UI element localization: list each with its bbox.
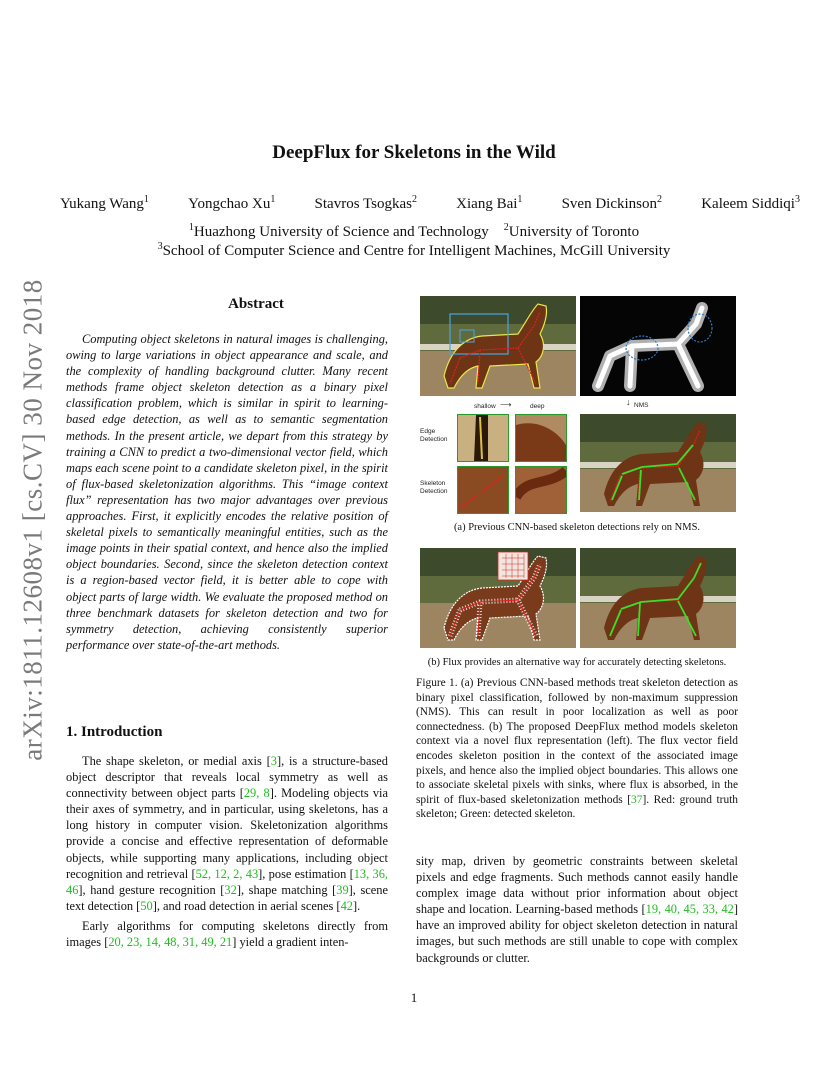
author: Xiang Bai$^1$ <box>456 194 523 212</box>
flux-field-graphic <box>420 548 576 648</box>
label-skeleton-detection: Skeleton Detection <box>420 480 448 495</box>
crop-edge-shallow <box>457 414 509 462</box>
crop-graphic <box>516 467 566 513</box>
crop-skeleton-shallow <box>457 466 509 514</box>
crop-graphic <box>458 467 508 513</box>
intro-paragraph-1: The shape skeleton, or medial axis [3], is a structure-based object descriptor that reveals local symmetry as well as connectivity between object parts [29, 8]. Modeling objects via their axes of symmetry, and in particular, using skeletons, has a long history in computer vision. Skeletonization algorithms provide a concise and effective representation of deformable objects, while supporting many applications, including object recognition and retrieval [52, 12, 2, 43], pose estimation [13, 36, 46], hand gesture recognition [32], shape matching [39], scene text detection [50], and road detection in aerial scenes [42]. <box>66 754 389 913</box>
citation-link[interactable]: 42 <box>340 898 353 913</box>
figure-horse-photo-a <box>420 296 576 396</box>
author: Kaleem Siddiqi$^3$ <box>701 194 800 212</box>
intro-heading: 1. Introduction <box>66 724 163 740</box>
paper-title: DeepFlux for Skeletons in the Wild <box>272 142 556 163</box>
crop-skeleton-deep <box>515 466 567 514</box>
heatmap-graphic <box>580 296 736 396</box>
subcaption-b: (b) Flux provides an alternative way for accurately detecting skeletons. <box>427 657 727 668</box>
abstract-heading: Abstract <box>228 296 284 312</box>
label-deep: deep <box>530 403 545 410</box>
horse-nms-graphic <box>580 414 736 512</box>
intro-body <box>66 753 388 950</box>
abstract-text: Computing object skeletons in natural images is challenging, owing to large variations in object appearance and scale, and the complexity of handling background clutter. Many recent methods frame object skeleton detection as a binary pixel classification problem, which is similar in spirit to learning-based edge detection, as well as to semantic segmentation methods. In the present article, we depart from this strategy by training a CNN to predict a two-dimensional vector field, which maps each scene point to a candidate skeleton pixel, in the spirit of flux-based skeletonization algorithms. This “image context flux” representation has two major advantages over previous approaches. First, it explicitly encodes the relative position of skeletal pixels to semantically meaningful entities, such as the image points in their spatial context, and hence also the implied object boundaries. Second, since the skeleton detection context is a region-based vector field, it is better able to cope with object parts of large width. We evaluate the proposed method on three benchmark datasets for skeleton detection and two for symmetry detection, achieving consistently superior performance over state-of-the-art methods. <box>66 332 388 652</box>
citation-link[interactable]: 39 <box>336 882 349 897</box>
author: Yongchao Xu$^1$ <box>188 194 276 212</box>
author: Stavros Tsogkas$^2$ <box>314 194 417 212</box>
right-column-text: sity map, driven by geometric constraints between skeletal pixels and edge fragments. Such methods cannot easily handle complex image data without prior information about object shape and location. Learning-based methods [19, 40, 45, 33, 42] have an improved ability for object skeleton detection in natural images, but such methods are still unable to cope with complex backgrounds or clutter. <box>416 854 739 965</box>
affiliation-line-1: $^1$Huazhong University of Science and Technology $^2$University of Toronto <box>188 222 640 240</box>
citation-link[interactable]: 29, 8 <box>243 786 270 801</box>
crop-graphic <box>458 415 508 461</box>
citation-link[interactable]: 32 <box>224 882 237 897</box>
citation-link[interactable]: 52, 12, 2, 43 <box>195 866 259 881</box>
horse-deepflux-graphic <box>580 548 736 648</box>
crop-graphic <box>516 415 566 461</box>
figure-caption: Figure 1. (a) Previous CNN-based methods treat skeleton detection as binary pixel classification, followed by non-maximum suppression (NMS). This can result in poor localization as well as poor connectedness. (b) The proposed DeepFlux method models skeleton context via a novel flux representation (left). The flux vector field encodes skeleton position in the context of the associated image pixels, and hence also the implied object boundaries. This allows one to associate skeletal pixels with sinks, where flux is absorbed, in the spirit of flux-based skeletonization methods [37]. Red: ground truth skeleton; Green: detected skeleton. <box>416 677 738 821</box>
citation-link[interactable]: 37 <box>631 793 643 806</box>
author: Yukang Wang$^1$ <box>60 194 149 212</box>
intro-paragraph-2: Early algorithms for computing skeletons directly from images [20, 23, 14, 48, 31, 49, 21] yield a gradient inten- <box>66 918 388 950</box>
citation-link[interactable]: 3 <box>270 754 277 768</box>
crop-edge-deep <box>515 414 567 462</box>
figure-horse-deepflux-result <box>580 548 736 648</box>
citation-link[interactable]: 13, 36, 46 <box>66 866 389 897</box>
arxiv-sidebar <box>16 280 50 760</box>
subcaption-a: (a) Previous CNN-based skeleton detections rely on NMS. <box>453 522 701 533</box>
figure-flux-field <box>420 548 576 648</box>
page-number: 1 <box>410 990 418 1005</box>
affiliation-line-2: $^3$School of Computer Science and Centre for Intelligent Machines, McGill University <box>157 241 671 259</box>
arrow-right-icon: ⟶ <box>500 400 512 409</box>
citation-link[interactable]: 19, 40, 45, 33, 42 <box>645 902 734 917</box>
citation-link[interactable]: 50 <box>140 898 153 913</box>
citation-link[interactable]: 20, 23, 14, 48, 31, 49, 21 <box>108 935 233 950</box>
label-nms: NMS <box>634 402 649 409</box>
horse-photo-graphic <box>420 296 576 396</box>
arrow-down-icon: ↓ <box>626 397 631 407</box>
author-list <box>60 194 800 213</box>
arxiv-id: arXiv:1811.12608v1 [cs.CV] 30 Nov 2018 <box>17 279 48 761</box>
author: Sven Dickinson$^2$ <box>561 194 663 212</box>
figure-horse-nms-result <box>580 414 736 512</box>
figure-skeleton-heatmap <box>580 296 736 396</box>
label-edge-detection: Edge Detection <box>420 428 448 443</box>
label-shallow: shallow <box>474 403 496 410</box>
